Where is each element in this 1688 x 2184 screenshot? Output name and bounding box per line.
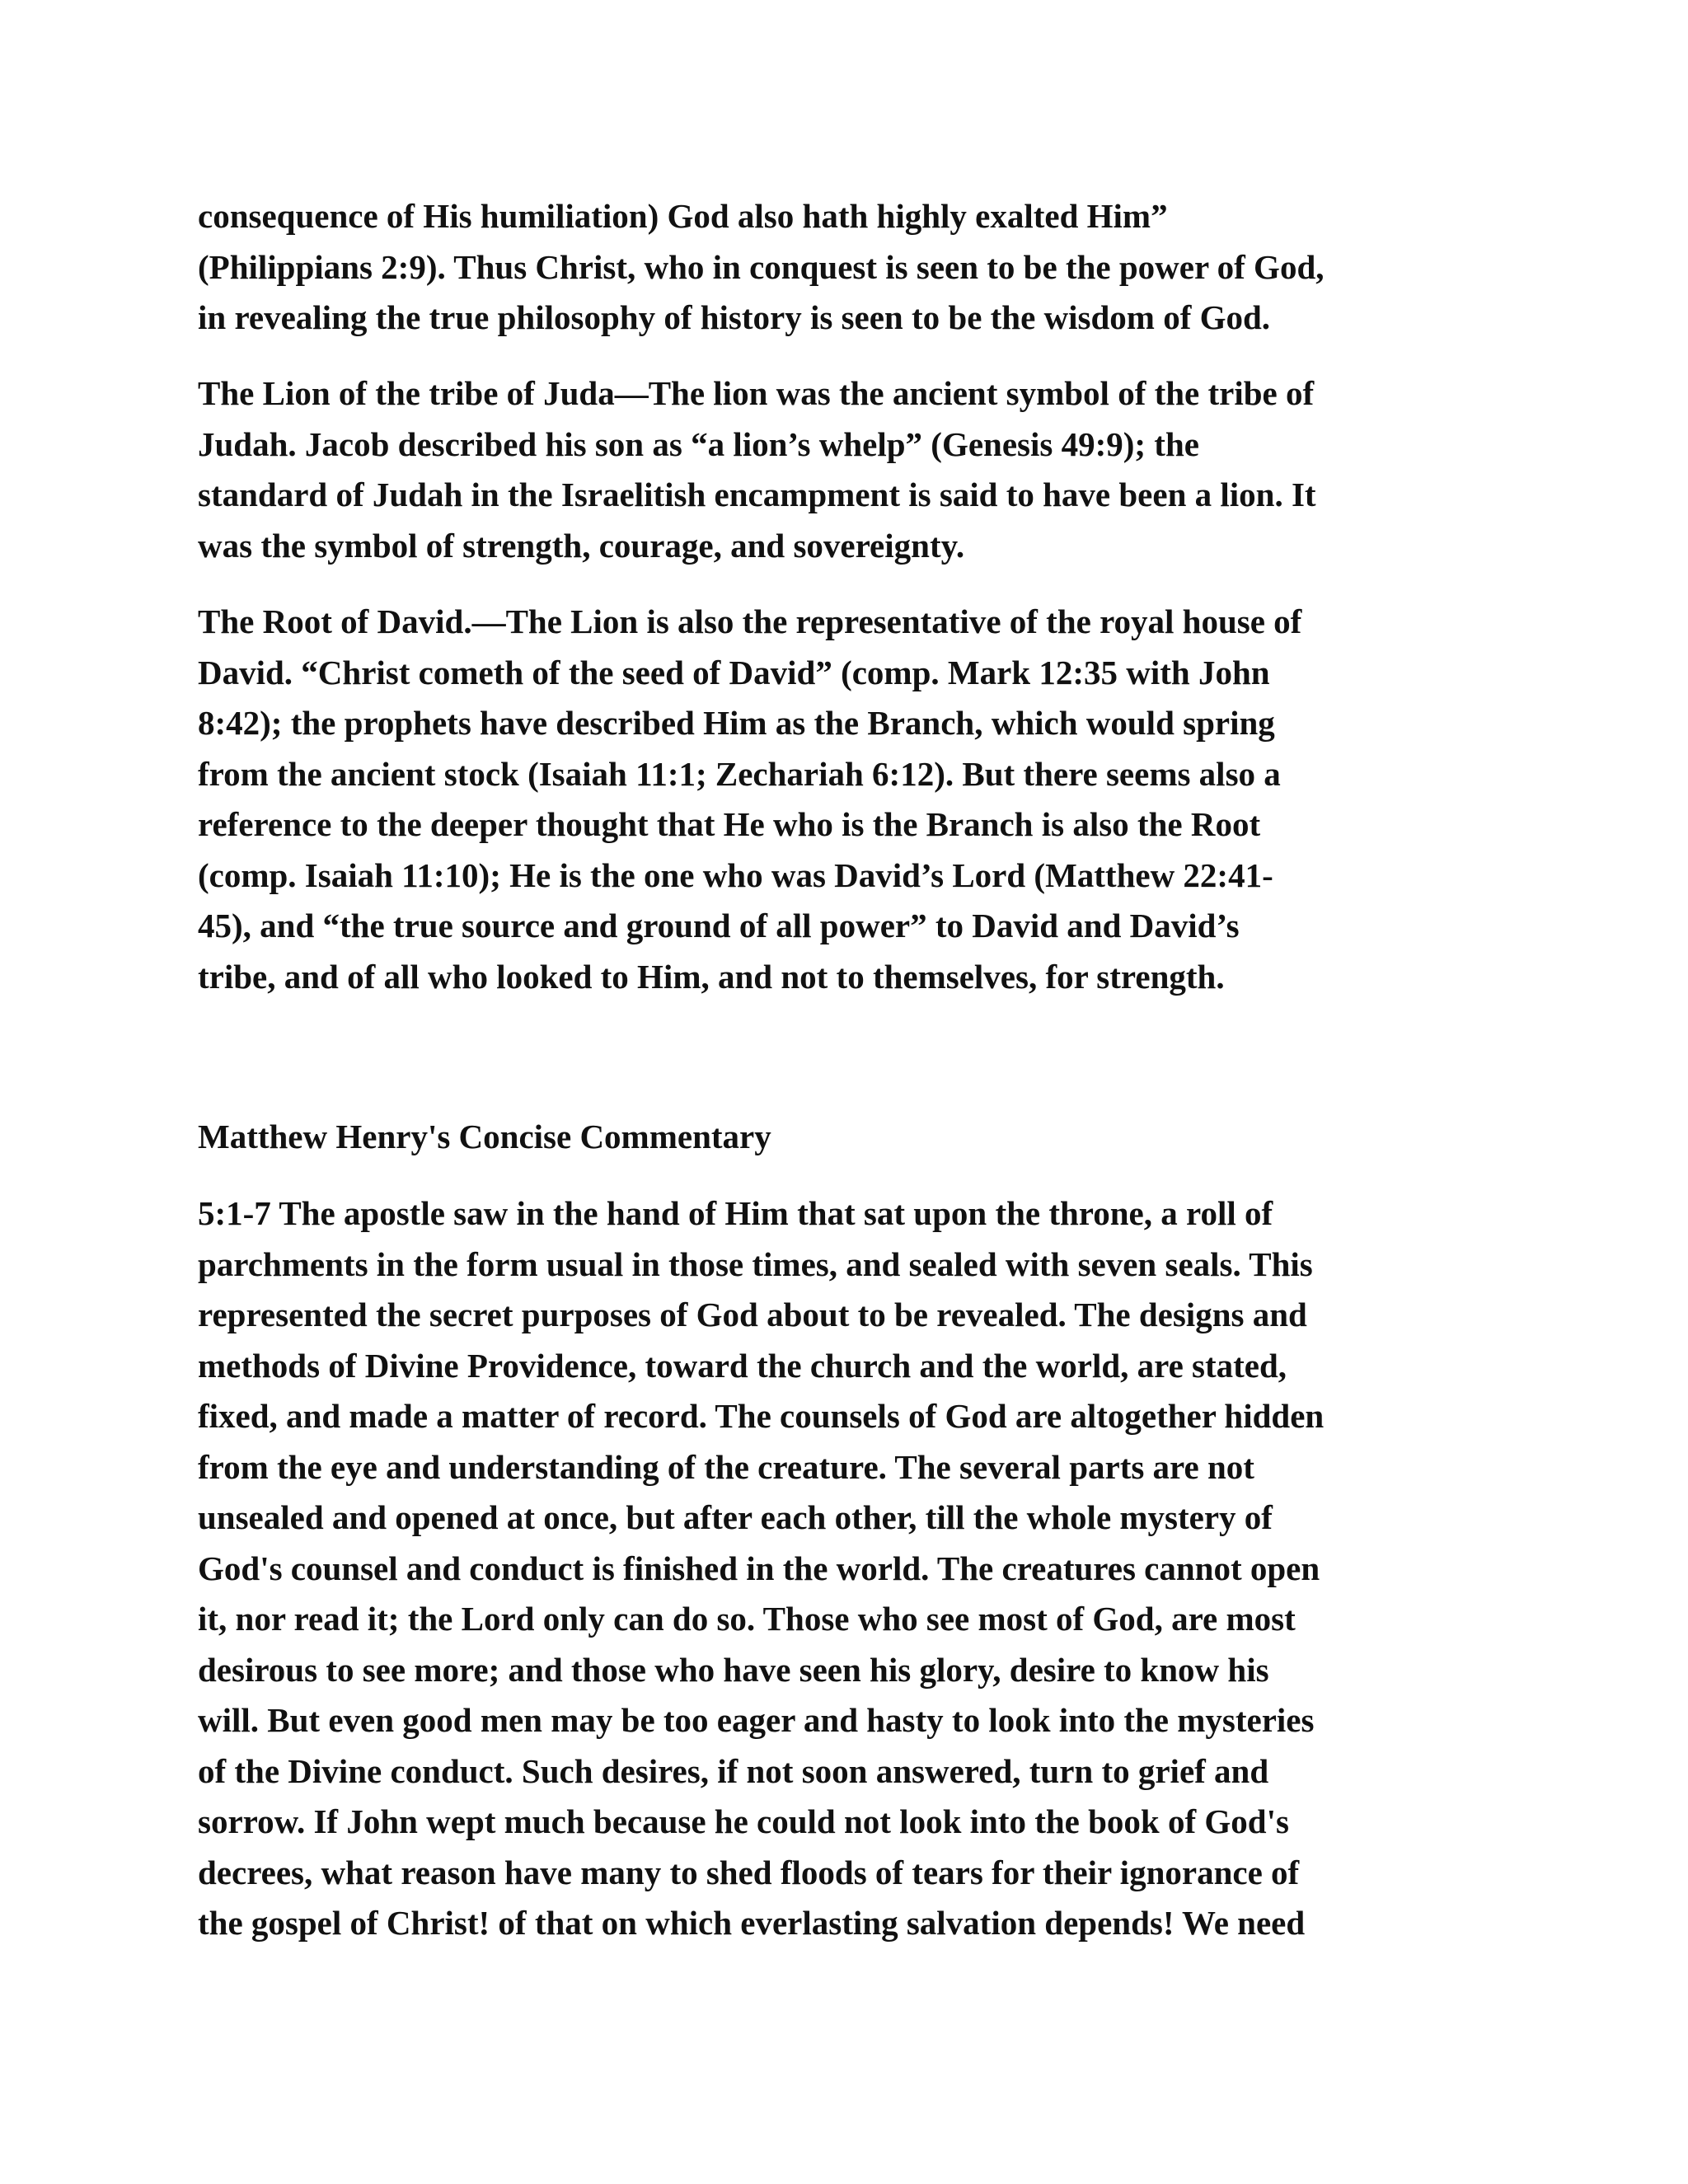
text-line: Judah. Jacob described his son as “a lion’s whelp” (Genesis 49:9); the [198,424,1199,463]
text-line: parchments in the form usual in those times, and sealed with seven seals. This [198,1244,1313,1283]
text-line: reference to the deeper thought that He who is the Branch is also the Root [198,805,1261,843]
text-line: it, nor read it; the Lord only can do so. Those who see most of God, are most [198,1600,1296,1638]
section-heading-commentary [198,1112,1500,1163]
text-line: decrees, what reason have many to shed floods of tears for their ignorance of [198,1853,1300,1891]
text-line: (Philippians 2:9). Thus Christ, who in conquest is seen to be the power of God, [198,247,1325,286]
paragraph-humiliation [198,191,1500,344]
text-line: from the ancient stock (Isaiah 11:1; Zechariah 6:12). But there seems also a [198,754,1281,793]
text-line: tribe, and of all who looked to Him, and not to themselves, for strength. [198,957,1225,996]
text-line: fixed, and made a matter of record. The counsels of God are altogether hidden [198,1397,1325,1435]
text-line: of the Divine conduct. Such desires, if not soon answered, turn to grief and [198,1751,1269,1790]
text-line: sorrow. If John wept much because he could not look into the book of God's [198,1802,1289,1840]
section-heading: Matthew Henry's Concise Commentary [198,1118,771,1155]
paragraph-commentary [198,1188,1500,1949]
text-line: God's counsel and conduct is finished in the world. The creatures cannot open [198,1549,1320,1587]
text-line: 45), and “the true source and ground of all power” to David and David’s [198,907,1240,944]
text-line: desirous to see more; and those who have seen his glory, desire to know his [198,1650,1269,1689]
text-line: represented the secret purposes of God about to be revealed. The designs and [198,1296,1307,1333]
text-line: 8:42); the prophets have described Him as the Branch, which would spring [198,704,1275,742]
text-line: from the eye and understanding of the creature. The several parts are not [198,1447,1254,1486]
text-line: in revealing the true philosophy of history is seen to be the wisdom of God. [198,298,1271,336]
paragraph-root-of-david [198,597,1500,1002]
text-line: David. “Christ cometh of the seed of David” (comp. Mark 12:35 with John [198,653,1270,691]
text-line: consequence of His humiliation) God also hath highly exalted Him” [198,197,1168,235]
text-line: unsealed and opened at once, but after each other, till the whole mystery of [198,1498,1273,1536]
text-line: 5:1-7 The apostle saw in the hand of Him that sat upon the throne, a roll of [198,1194,1273,1232]
text-line: The Lion of the tribe of Juda—The lion was the ancient symbol of the tribe of [198,374,1315,412]
text-line: (comp. Isaiah 11:10); He is the one who was David’s Lord (Matthew 22:41- [198,855,1273,894]
text-line: methods of Divine Providence, toward the church and the world, are stated, [198,1346,1287,1385]
text-line: The Root of David.—The Lion is also the representative of the royal house of [198,602,1302,640]
text-line: was the symbol of strength, courage, and sovereignty. [198,526,965,565]
text-line: the gospel of Christ! of that on which everlasting salvation depends! We need [198,1904,1306,1942]
paragraph-lion-of-judah [198,368,1500,571]
text-line: will. But even good men may be too eager and hasty to look into the mysteries [198,1701,1315,1739]
text-line: standard of Judah in the Israelitish encampment is said to have been a lion. It [198,476,1316,513]
